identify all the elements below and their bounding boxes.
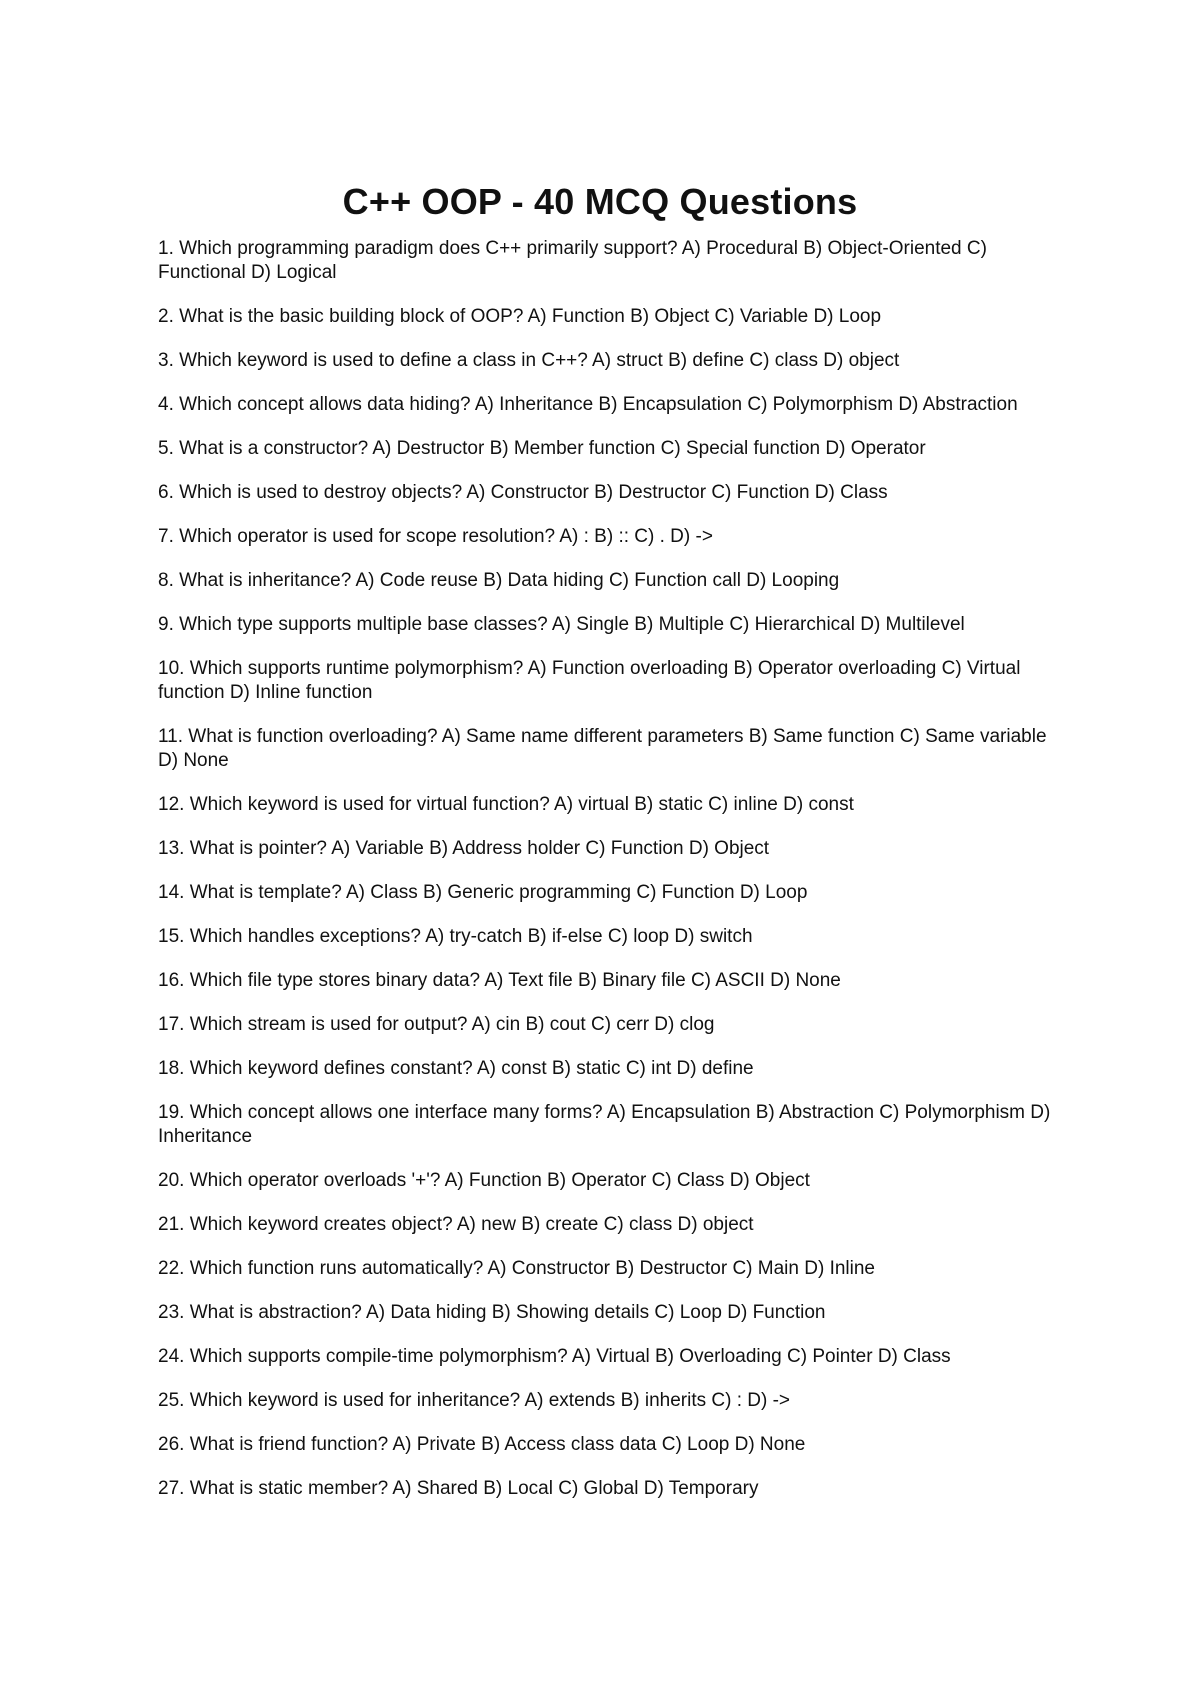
question-item: 9. Which type supports multiple base classes? A) Single B) Multiple C) Hierarchical D) Multilevel xyxy=(158,614,965,635)
question-item: 18. Which keyword defines constant? A) const B) static C) int D) define xyxy=(158,1058,754,1079)
question-item: 16. Which file type stores binary data? A) Text file B) Binary file C) ASCII D) None xyxy=(158,970,841,991)
document-title: C++ OOP - 40 MCQ Questions xyxy=(342,181,858,223)
question-item: 23. What is abstraction? A) Data hiding B) Showing details C) Loop D) Function xyxy=(158,1302,826,1323)
question-item: 24. Which supports compile-time polymorphism? A) Virtual B) Overloading C) Pointer D) Class xyxy=(158,1346,951,1367)
question-item: 13. What is pointer? A) Variable B) Address holder C) Function D) Object xyxy=(158,838,770,859)
question-item: 25. Which keyword is used for inheritance? A) extends B) inherits C) : D) -> xyxy=(158,1390,791,1411)
question-item: 7. Which operator is used for scope resolution? A) : B) :: C) . D) -> xyxy=(158,526,713,547)
question-item: 19. Which concept allows one interface many forms? A) Encapsulation B) Abstraction C) Polymorphism D) Inheritance xyxy=(158,1102,1051,1147)
question-item: 8. What is inheritance? A) Code reuse B) Data hiding C) Function call D) Looping xyxy=(158,570,840,591)
question-item: 12. Which keyword is used for virtual function? A) virtual B) static C) inline D) const xyxy=(158,794,854,815)
question-item: 1. Which programming paradigm does C++ primarily support? A) Procedural B) Object-Oriented C) Functional D) Logical xyxy=(158,238,987,283)
question-item: 4. Which concept allows data hiding? A) Inheritance B) Encapsulation C) Polymorphism D) Abstraction xyxy=(158,394,1018,415)
question-item: 20. Which operator overloads '+'? A) Function B) Operator C) Class D) Object xyxy=(158,1170,810,1191)
question-item: 22. Which function runs automatically? A) Constructor B) Destructor C) Main D) Inline xyxy=(158,1258,875,1279)
question-item: 26. What is friend function? A) Private B) Access class data C) Loop D) None xyxy=(158,1434,806,1455)
question-item: 17. Which stream is used for output? A) cin B) cout C) cerr D) clog xyxy=(158,1014,715,1035)
question-item: 11. What is function overloading? A) Same name different parameters B) Same function C) Same variable D) None xyxy=(158,726,1047,771)
question-item: 27. What is static member? A) Shared B) Local C) Global D) Temporary xyxy=(158,1478,759,1499)
question-item: 21. Which keyword creates object? A) new B) create C) class D) object xyxy=(158,1214,754,1235)
question-item: 15. Which handles exceptions? A) try-catch B) if-else C) loop D) switch xyxy=(158,926,753,947)
question-item: 5. What is a constructor? A) Destructor B) Member function C) Special function D) Operator xyxy=(158,438,926,459)
question-item: 3. Which keyword is used to define a class in C++? A) struct B) define C) class D) object xyxy=(158,350,900,371)
question-item: 6. Which is used to destroy objects? A) Constructor B) Destructor C) Function D) Class xyxy=(158,482,888,503)
question-item: 2. What is the basic building block of OOP? A) Function B) Object C) Variable D) Loop xyxy=(158,306,882,327)
question-list xyxy=(158,237,1058,1521)
question-item: 10. Which supports runtime polymorphism? A) Function overloading B) Operator overloading C) Virtual function D) Inline function xyxy=(158,658,1021,703)
question-item: 14. What is template? A) Class B) Generic programming C) Function D) Loop xyxy=(158,882,808,903)
